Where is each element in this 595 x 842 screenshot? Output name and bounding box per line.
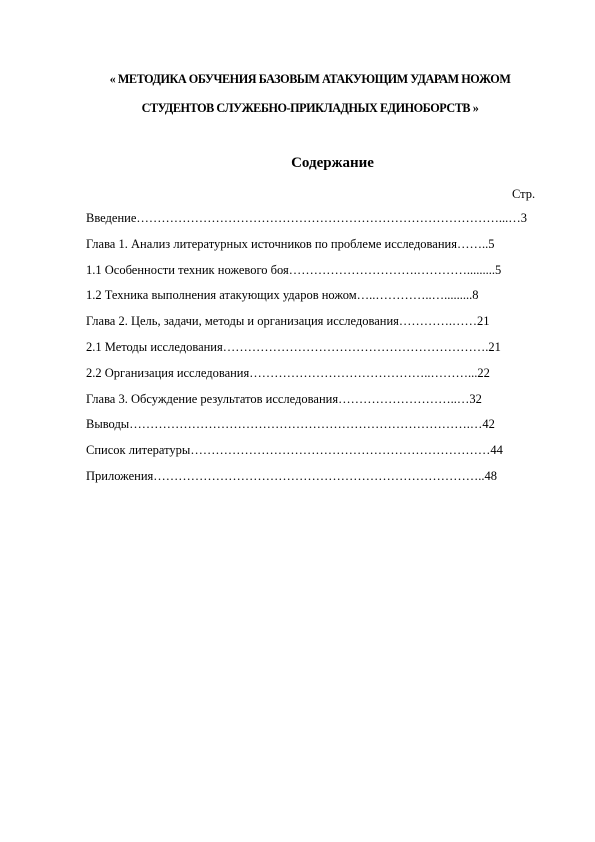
toc-entry-section-1-1: 1.1 Особенности техник ножевого боя………………………….………….........5 xyxy=(86,262,502,277)
toc-entry-appendices: Приложения……………………………………………………………………..48 xyxy=(86,468,498,483)
toc-entry-introduction: Введение……………………………………………………………………………...…3 xyxy=(86,211,528,225)
toc-entry-chapter-3: Глава 3. Обсуждение результатов исследования………………………..…32 xyxy=(86,391,482,406)
table-of-contents xyxy=(86,208,561,492)
toc-entry-references: Список литературы………………………………………………………………44 xyxy=(86,443,503,458)
toc-entry-chapter-1: Глава 1. Анализ литературных источников по проблеме исследования……..5 xyxy=(86,236,495,251)
toc-entry-section-1-2: 1.2 Техника выполнения атакующих ударов ножом…..…………..….........8 xyxy=(86,288,479,303)
toc-entry-conclusions: Выводы……………………………………………………………………….…42 xyxy=(86,417,495,432)
toc-entry-section-2-2: 2.2 Организация исследования……………………………………..………...22 xyxy=(86,365,490,380)
document-title-line-1: « МЕТОДИКА ОБУЧЕНИЯ БАЗОВЫМ АТАКУЮЩИМ УДАРАМ НОЖОМ xyxy=(109,72,511,86)
page-column-label: Стр. xyxy=(512,187,536,201)
document-title-line-2: СТУДЕНТОВ СЛУЖЕБНО-ПРИКЛАДНЫХ ЕДИНОБОРСТВ » xyxy=(141,101,479,115)
toc-entry-chapter-2: Глава 2. Цель, задачи, методы и организация исследования………….……21 xyxy=(86,314,490,329)
contents-heading: Содержание xyxy=(291,155,374,171)
toc-entry-section-2-1: 2.1 Методы исследования……………………………………………………….21 xyxy=(86,339,501,354)
